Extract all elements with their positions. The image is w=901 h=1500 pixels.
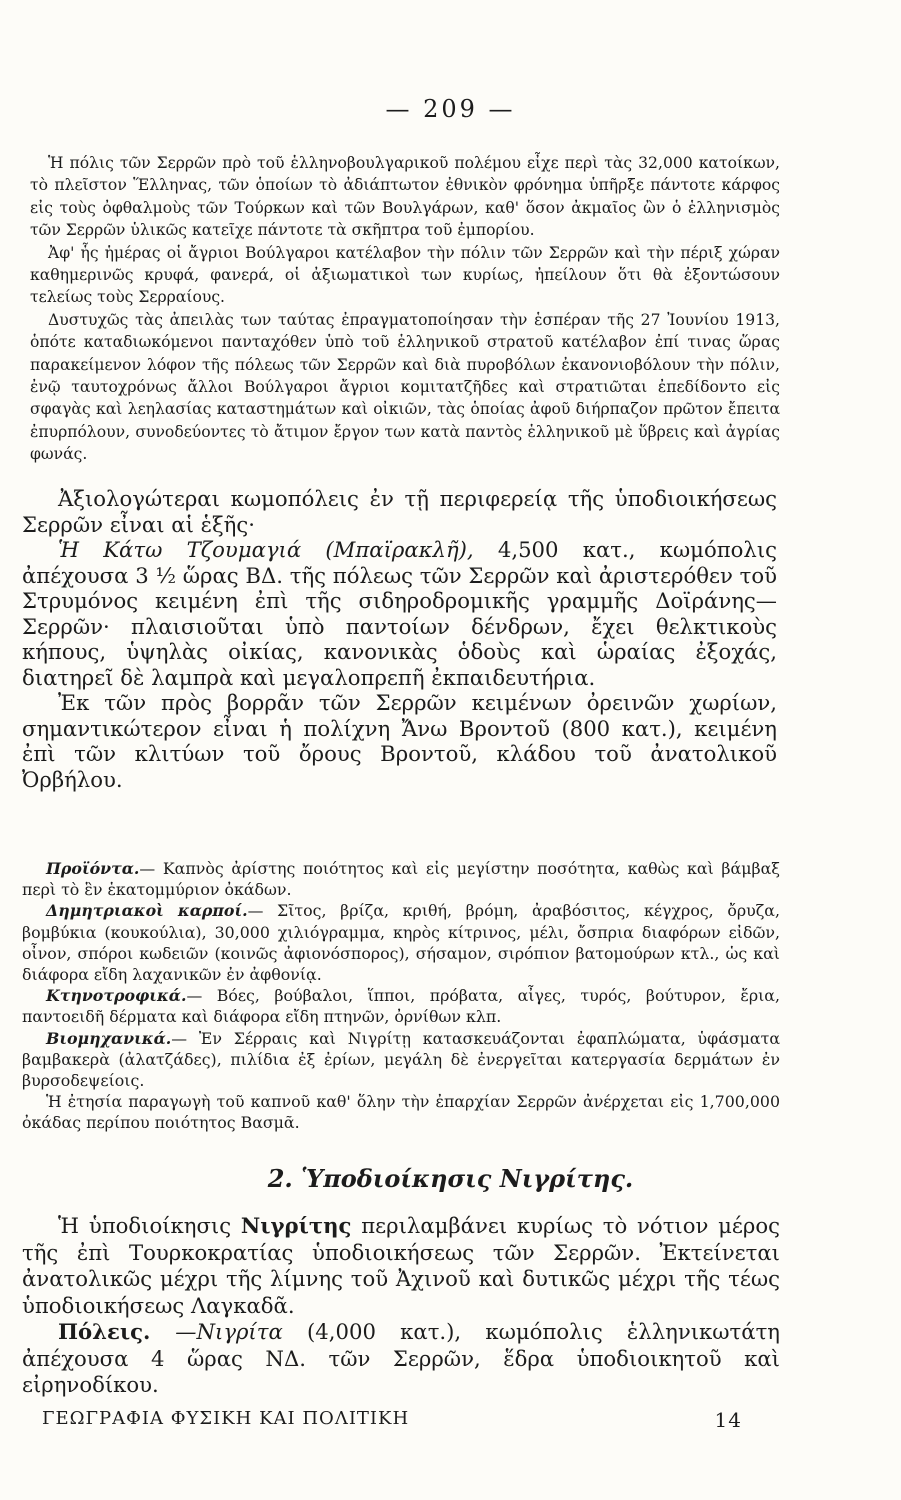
product-label: Δημητριακοὶ καρποί. <box>46 901 248 921</box>
product-item <box>22 985 780 1027</box>
product-item <box>22 1028 780 1092</box>
town-name-nigrita: —Νιγρίτα <box>175 1319 283 1344</box>
paragraph-ano-vrontou: Ἐκ τῶν πρὸς βορρᾶν τῶν Σερρῶν κειμένων ὀρεινῶν χωρίων, σημαντικώτερον εἶναι ἡ πολίχνη Ἄνω Βροντοῦ (800 κατ.), κειμένη ἐπὶ τῶν κλιτύων τοῦ ὄρους Βροντοῦ, κλάδου τοῦ ἀνατολικοῦ Ὀρβήλου. <box>22 690 777 792</box>
town-description-kato-tzoumaya: 4,500 κατ., κωμόπολις ἀπέχουσα 3 ½ ὥρας ΒΔ. τῆς πόλεως τῶν Σερρῶν καὶ ἀριστερόθεν τοῦ Στρυμόνος κειμένη ἐπὶ τῆς σιδηροδρομικῆς γραμμῆς Δοϊράνης—Σερρῶν· πλαισιοῦται ὑπὸ παντοίων δένδρων, ἔχει θελκτικοὺς κήπους, ὑψηλὰς οἰκίας, κανονικὰς ὁδοὺς καὶ ὡραίας ἐξοχάς, διατηρεῖ δὲ λαμπρὰ καὶ μεγαλοπρεπῆ ἐκπαιδευτήρια. <box>22 537 777 690</box>
product-label: Βιομηχανικά. <box>46 1028 172 1048</box>
towns-label: Πόλεις. <box>58 1319 176 1344</box>
product-item <box>22 858 780 900</box>
nigrita-section <box>22 1213 780 1399</box>
footer-book-title: ΓΕΩΓΡΑΦΙΑ ΦΥΣΙΚΗ ΚΑΙ ΠΟΛΙΤΙΚΗ <box>42 1408 410 1429</box>
page-footer <box>42 1408 742 1432</box>
town-name-kato-tzoumaya: Ἡ Κάτω Τζουμαγιά (Μπαϊρακλῆ), <box>58 537 474 562</box>
product-item <box>22 900 780 985</box>
intro-section <box>30 152 780 466</box>
paragraph-kato-tzoumaya <box>22 537 777 690</box>
paragraph-nigrita-towns: Πόλεις. —Νιγρίτα (4,000 κατ.), κωμόπολις ἑλληνικωτάτη ἀπέχουσα 4 ὥρας ΝΔ. τῶν Σερρῶν, ἕδρα ὑποδιοικητοῦ καὶ εἰρηνοδίκου. <box>22 1319 780 1397</box>
towns-section <box>22 486 777 792</box>
product-text: — Βόες, βούβαλοι, ἵπποι, πρόβατα, αἶγες, τυρός, βούτυρον, ἔρια, παντοειδῆ δέρματα καὶ διάφορα εἴδη πτηνῶν, ὀρνίθων κλπ. <box>22 986 780 1027</box>
product-text: — Ἐν Σέρραις καὶ Νιγρίτῃ κατασκευάζονται ἐφαπλώματα, ὑφάσματα βαμβακερὰ (ἀλατζάδες), πιλίδια ἐξ ἐρίων, μεγάλη δὲ ἐνεργεῖται κατεργασία δερμάτων ἐν βυρσοδεψείοις. <box>22 1028 780 1091</box>
products-section <box>22 858 780 1134</box>
product-text: — Καπνὸς ἀρίστης ποιότητος καὶ εἰς μεγίστην ποσότητα, καθὼς καὶ βάμβαξ περὶ τὸ ἓν ἑκατομμύριον ὀκάδων. <box>22 859 780 900</box>
product-text: — Σῖτος, βρίζα, κριθή, βρόμη, ἀραβόσιτος, κέγχρος, ὄρυζα, βομβύκια (κουκούλια), 30,000 χιλιόγραμμα, κηρὸς κίτρινος, μέλι, ὄσπρια διαφόρων εἰδῶν, οἶνον, σπόροι κωδειῶν (κοινῶς ἀφιονόσπορος), σήσαμον, σιρόπιον βατομούρων κτλ., ὡς καὶ διάφορα εἴδη λαχανικῶν ἐν ἀφθονίᾳ. <box>22 901 780 985</box>
paragraph-nigrita-district: Ἡ ὑποδιοίκησις Νιγρίτης περιλαμβάνει κυρίως τὸ νότιον μέρος τῆς ἐπὶ Τουρκοκρατίας ὑποδιοικήσεως τῶν Σερρῶν. Ἐκτείνεται ἀνατολικῶς μέχρι τῆς λίμνης τοῦ Ἀχινοῦ καὶ δυτικῶς μέχρι τῆς τέως ὑποδιοικήσεως Λαγκαδᾶ. <box>22 1213 780 1318</box>
paragraph-tobacco-production: Ἡ ἐτησία παραγωγὴ τοῦ καπνοῦ καθ' ὅλην τὴν ἐπαρχίαν Σερρῶν ἀνέρχεται εἰς 1,700,000 ὀκάδας περίπου ποιότητος Βασμᾶ. <box>22 1092 780 1133</box>
signature-mark: 14 <box>714 1408 742 1432</box>
paragraph-towns-intro: Ἀξιολογώτεραι κωμοπόλεις ἐν τῇ περιφερείᾳ τῆς ὑποδιοικήσεως Σερρῶν εἶναι αἱ ἑξῆς· <box>22 486 777 537</box>
district-name: Νιγρίτης <box>240 1213 352 1238</box>
product-label: Κτηνοτροφικά. <box>46 986 187 1006</box>
page-number: — 209 — <box>385 95 516 123</box>
product-label: Προϊόντα. <box>46 859 140 878</box>
paragraph-threats: Ἀφ' ἧς ἡμέρας οἱ ἄγριοι Βούλγαροι κατέλαβον τὴν πόλιν τῶν Σερρῶν καὶ τὴν πέριξ χώραν καθημερινῶς κρυφά, φανερά, οἱ ἀξιωματικοὶ των κυρίως, ἠπείλουν ὅτι θὰ ἐξοντώσουν τελείως τοὺς Σερραίους. <box>30 243 780 307</box>
section-heading: 2. Ὑποδιοίκησις Νιγρίτης. <box>267 1164 634 1193</box>
paragraph-population: Ἡ πόλις τῶν Σερρῶν πρὸ τοῦ ἑλληνοβουλγαρικοῦ πολέμου εἶχε περὶ τὰς 32,000 κατοίκων, τὸ πλεῖστον Ἕλληνας, τῶν ὁποίων τὸ ἀδιάπτωτον ἐθνικὸν φρόνημα ὑπῆρξε πάντοτε κάρφος εἰς τοὺς ὀφθαλμοὺς τῶν Τούρκων καὶ τῶν Βουλγάρων, καθ' ὅσον ἀκμαῖος ὢν ὁ ἑλληνισμὸς τῶν Σερρῶν ὑλικῶς κατεῖχε πάντοτε τὰ σκῆπτρα τοῦ ἐμπορίου. <box>30 154 780 240</box>
paragraph-massacre: Δυστυχῶς τὰς ἀπειλὰς των ταύτας ἐπραγματοποίησαν τὴν ἑσπέραν τῆς 27 Ἰουνίου 1913, ὁπότε καταδιωκόμενοι πανταχόθεν ὑπὸ τοῦ ἑλληνικοῦ στρατοῦ κατέλαβον ἐπί τινας ὥρας παρακείμενον λόφον τῆς πόλεως τῶν Σερρῶν καὶ διὰ πυροβόλων ἐκανονιοβόλουν τὴν πόλιν, ἐνῷ ταυτοχρόνως ἄλλοι Βούλγαροι ἄγριοι κομιτατζῆδες καὶ στρατιῶται ἐπεδίδοντο εἰς σφαγὰς καὶ λεηλασίας καταστημάτων καὶ οἰκιῶν, τὰς ὁποίας ἀφοῦ διήρπαζον πρῶτον ἔπειτα ἐπυρπόλουν, συνοδεύοντες τὸ ἄτιμον ἔργον των κατὰ παντὸς ἑλληνικοῦ μὲ ὕβρεις καὶ ἀγρίας φωνάς. <box>30 310 780 464</box>
